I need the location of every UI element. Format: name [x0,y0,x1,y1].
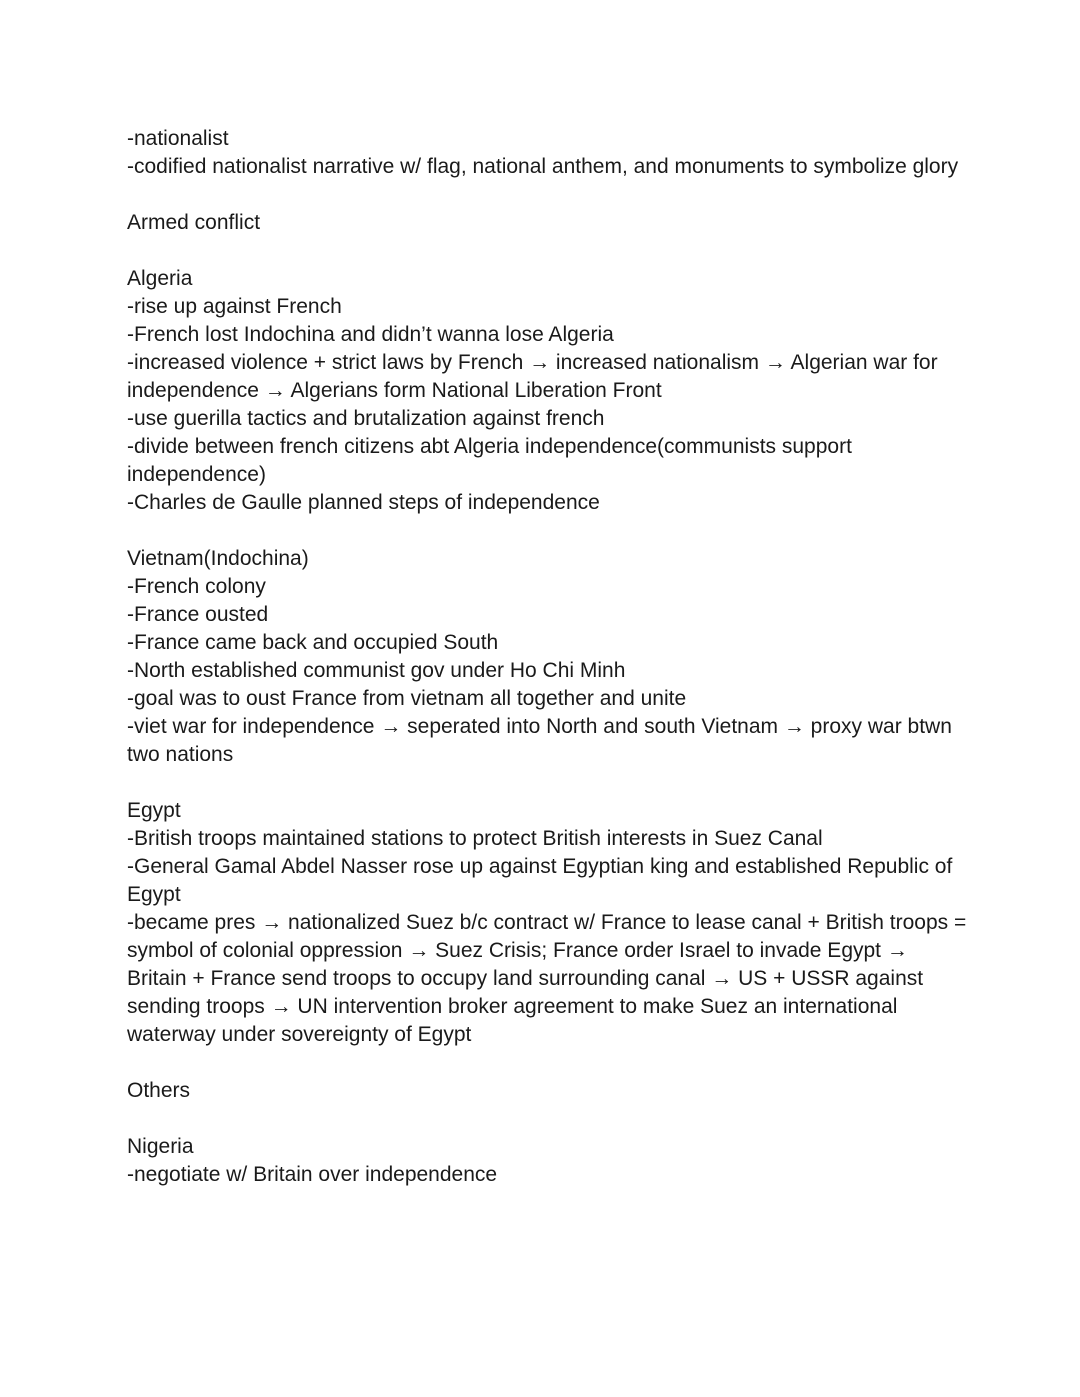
section-heading-others: Others [127,1079,191,1102]
vietnam-line: -North established communist gov under Ho Chi Minh [127,659,626,682]
vietnam-line: -viet war for independence → seperated into North and south Vietnam → proxy war btwn two nations [127,715,958,766]
nigeria-heading: Nigeria [127,1135,194,1158]
algeria-heading: Algeria [127,267,193,290]
spacer [127,769,967,797]
spacer [127,1105,967,1133]
algeria-line: -divide between french citizens abt Algeria independence(communists support independence) [127,435,858,486]
algeria-line: -rise up against French [127,295,342,318]
intro-line: -nationalist [127,127,229,150]
vietnam-line: -French colony [127,575,266,598]
section-heading-armed-conflict: Armed conflict [127,211,261,234]
egypt-heading: Egypt [127,799,181,822]
armed-conflict-section [127,209,967,237]
algeria-line: -Charles de Gaulle planned steps of independence [127,491,600,514]
algeria-line: -use guerilla tactics and brutalization against french [127,407,605,430]
algeria-line: -French lost Indochina and didn’t wanna lose Algeria [127,323,614,346]
intro-section [127,125,967,181]
intro-line: -codified nationalist narrative w/ flag, national anthem, and monuments to symbolize glory [127,155,959,178]
nigeria-section [127,1133,967,1189]
spacer [127,1049,967,1077]
spacer [127,237,967,265]
spacer [127,181,967,209]
document-page [127,125,973,1189]
spacer [127,517,967,545]
egypt-line: -became pres → nationalized Suez b/c contract w/ France to lease canal + British troops = symbol of colonial oppression → Suez Crisis; France order Israel to invade Egypt → Britain + France send troops to occupy land surrounding canal → US + USSR against sending troops → UN intervention broker agreement to make Suez an international waterway under sovereignty of Egypt [127,911,973,1046]
vietnam-line: -goal was to oust France from vietnam all together and unite [127,687,687,710]
vietnam-line: -France ousted [127,603,269,626]
egypt-line: -British troops maintained stations to protect British interests in Suez Canal [127,827,823,850]
vietnam-heading: Vietnam(Indochina) [127,547,309,570]
others-section [127,1077,967,1105]
egypt-line: -General Gamal Abdel Nasser rose up against Egyptian king and established Republic of Egypt [127,855,959,906]
vietnam-line: -France came back and occupied South [127,631,499,654]
algeria-line: -increased violence + strict laws by French → increased nationalism → Algerian war for independence → Algerians form National Liberation Front [127,351,944,402]
egypt-section [127,797,973,1049]
algeria-section [127,265,967,517]
nigeria-line: -negotiate w/ Britain over independence [127,1163,498,1186]
vietnam-section [127,545,967,769]
